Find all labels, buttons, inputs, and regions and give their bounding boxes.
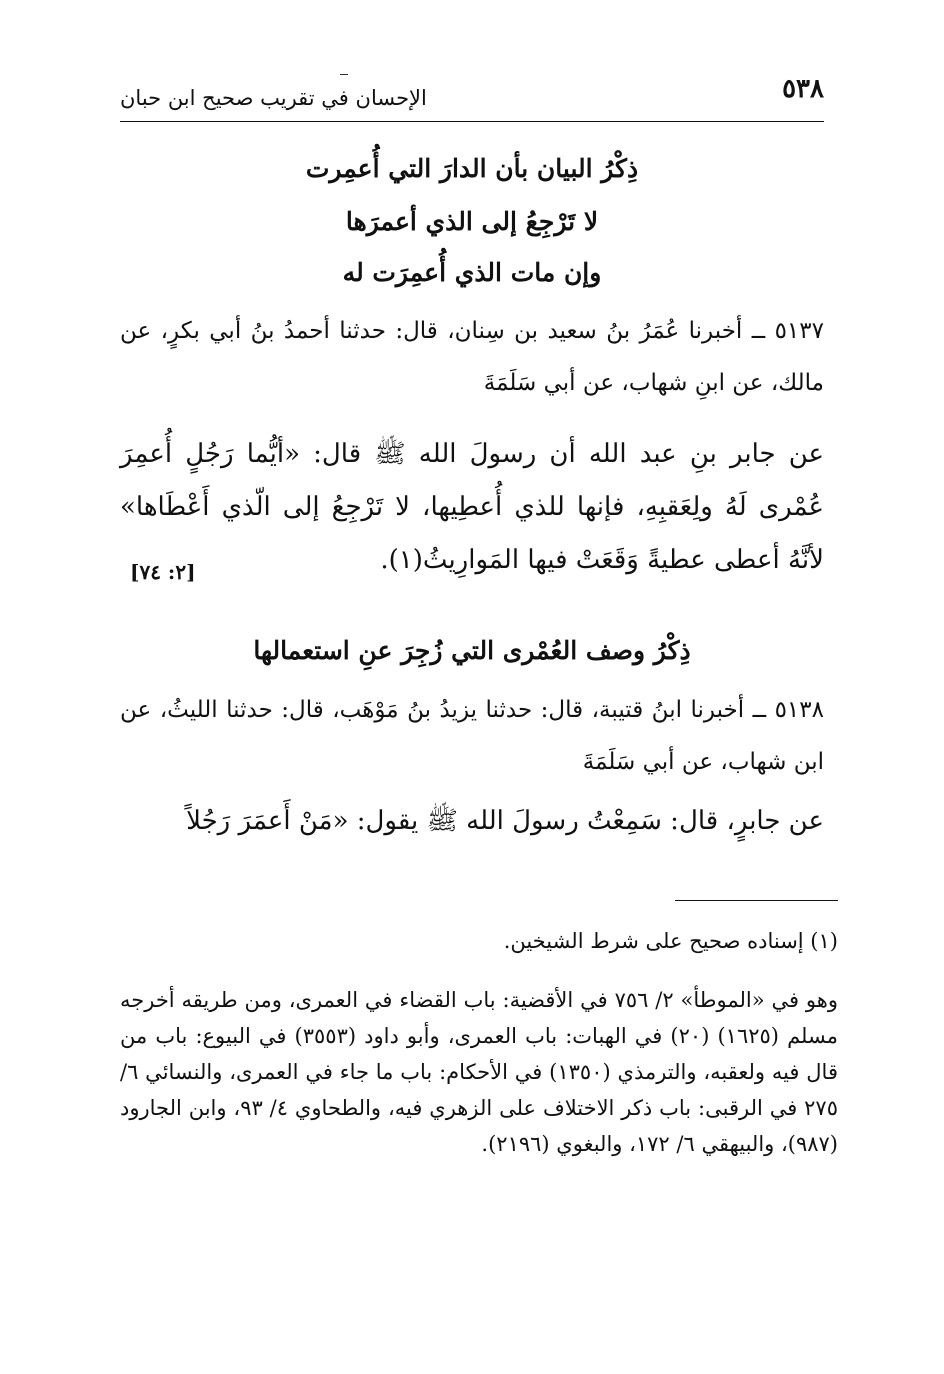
header-rule	[120, 121, 824, 122]
page-header	[120, 72, 824, 122]
chapter-heading-line: ذِكْرُ وصف العُمْرى التي زُجِرَ عنِ استعمالها	[253, 636, 691, 665]
hadith-matn: عن جابر بنِ عبد الله أن رسولَ الله ﷺ قال: «أيُّما رَجُلٍ أُعمِرَ عُمْرى لَهُ ولِعَقبِهِ، فإنها للذي أُعطِيها، لا تَرْجِعُ إلى الّذي أَعْطَاها» لأنَّهُ أعطى عطيةً وَقَعَتْ فيها المَوارِيثُ(١).	[120, 439, 824, 575]
footnote-1: (١) إسناده صحيح على شرط الشيخين.	[503, 929, 838, 953]
page-number: ٥٣٨	[782, 74, 824, 104]
hadith-isnad: ٥١٣٨ ــ أخبرنا ابنُ قتيبة، قال: حدثنا يزيدُ بنُ مَوْهَب، قال: حدثنا الليثُ، عن ابن شهاب، عن أبي سَلَمَةَ	[120, 697, 824, 775]
hadith-isnad: ٥١٣٧ ــ أخبرنا عُمَرُ بنُ سعيد بن سِنان، قال: حدثنا أحمدُ بنُ أبي بكرٍ، عن مالك، عن ابنِ شهاب، عن أبي سَلَمَةَ	[120, 318, 824, 396]
running-head: الإحسان في تقريب صحيح ابن حبان	[120, 86, 427, 110]
hadith-matn: عن جابرٍ، قال: سَمِعْتُ رسولَ الله ﷺ يقول: «مَنْ أَعمَرَ رَجُلاً	[186, 806, 824, 836]
chapter-heading-line: ذِكْرُ البيان بأن الدارَ التي أُعمِرت	[305, 154, 639, 183]
chapter-heading-line: وإن مات الذي أُعمِرَت له	[342, 258, 602, 287]
chapter-heading-line: لا تَرْجِعُ إلى الذي أعمرَها	[345, 207, 599, 236]
hadith-reference: [٢: ٧٤]	[130, 560, 196, 584]
footnote-rule	[675, 900, 838, 901]
footnote-body: وهو في «الموطأ» ٢/ ٧٥٦ في الأقضية: باب القضاء في العمرى، ومن طريقه أخرجه مسلم (١٦٢٥) (٢٠) في الهبات: باب العمرى، وأبو داود (٣٥٥٣) في البيوع: باب من قال فيه ولعقبه، والترمذي (١٣٥٠) في الأحكام: باب ما جاء في العمرى، والنسائي ٦/ ٢٧٥ في الرقبى: باب ذكر الاختلاف على الزهري فيه، والطحاوي ٤/ ٩٣، وابن الجارود (٩٨٧)، والبيهقي ٦/ ١٧٢، والبغوي (٢١٩٦).	[120, 988, 838, 1156]
